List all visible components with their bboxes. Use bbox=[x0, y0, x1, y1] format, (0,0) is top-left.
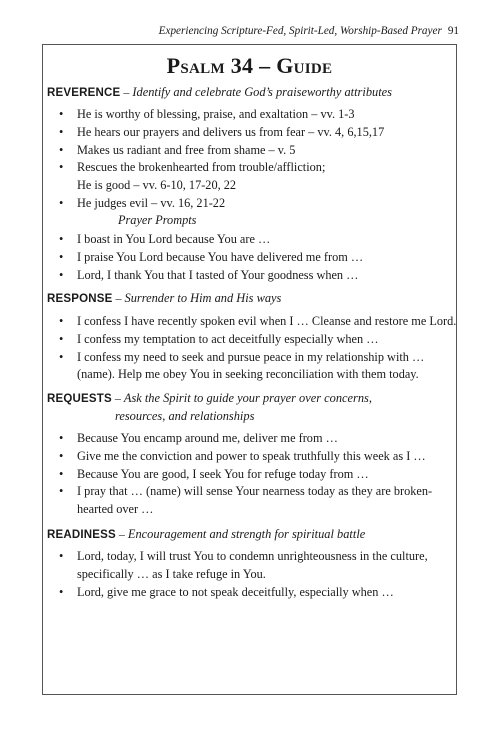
response-label: RESPONSE bbox=[47, 293, 113, 305]
list-item-line1: Lord, today, I will trust You to condemn unrighteousness in the culture, bbox=[77, 549, 428, 563]
list-item-line1: I confess my need to seek and pursue peace in my relationship with … bbox=[77, 349, 425, 364]
list-item-line1: I pray that … (name) will sense Your nearness today as they are broken- bbox=[77, 484, 433, 499]
guide-frame bbox=[42, 44, 457, 695]
list-item: • Give me the conviction and power to speak truthfully this week as I … bbox=[43, 448, 432, 466]
list-item: • He judges evil – vv. 16, 21-22 bbox=[43, 195, 384, 213]
requests-heading bbox=[47, 391, 372, 406]
list-item bbox=[43, 159, 384, 195]
list-item: • Lord, I thank You that I tasted of Your goodness when … bbox=[43, 267, 363, 285]
running-header bbox=[159, 25, 459, 37]
list-item: • I confess my temptation to act deceitfully especially when … bbox=[43, 331, 456, 349]
list-item: • Because You encamp around me, deliver me from … bbox=[43, 430, 432, 448]
list-item-line1: Rescues the brokenhearted from trouble/affliction; bbox=[77, 160, 326, 175]
list-item: • I praise You Lord because You have delivered me from … bbox=[43, 249, 363, 267]
list-item bbox=[43, 483, 432, 519]
readiness-sep: – bbox=[115, 527, 128, 541]
list-item-line2: hearted over … bbox=[77, 502, 154, 517]
list-item: • Lord, give me grace to not speak deceitfully, especially when … bbox=[43, 584, 428, 602]
list-item: • I confess I have recently spoken evil when I … Cleanse and restore me Lord. bbox=[43, 313, 456, 331]
reverence-heading bbox=[47, 85, 392, 100]
page-title: Psalm 34 – Guide bbox=[166, 53, 333, 78]
readiness-label: READINESS bbox=[47, 529, 116, 541]
list-item-line2: specifically … as I take refuge in You. bbox=[77, 566, 266, 581]
prayer-prompts-label: Prayer Prompts bbox=[118, 213, 197, 227]
running-title: Experiencing Scripture-Fed, Spirit-Led, Worship-Based Prayer bbox=[158, 25, 442, 37]
list-item: • He hears our prayers and delivers us from fear – vv. 4, 6,15,17 bbox=[43, 124, 384, 142]
response-sep: – bbox=[112, 291, 125, 305]
list-item-line2: (name). Help me obey You in seeking reconciliation with them today. bbox=[77, 367, 419, 382]
requests-desc-line2: resources, and relationships bbox=[115, 409, 255, 423]
response-list bbox=[43, 313, 456, 384]
requests-sep: – bbox=[111, 391, 124, 405]
list-item-line2: He is good – vv. 6-10, 17-20, 22 bbox=[77, 178, 237, 193]
prayer-prompts-list bbox=[43, 231, 363, 284]
list-item: • I boast in You Lord because You are … bbox=[43, 231, 363, 249]
readiness-heading bbox=[47, 527, 365, 542]
reverence-label: REVERENCE bbox=[47, 87, 121, 99]
readiness-list bbox=[43, 548, 428, 601]
reverence-list bbox=[43, 106, 384, 213]
page-number: 91 bbox=[447, 25, 459, 37]
list-item: • Makes us radiant and free from shame – v. 5 bbox=[43, 142, 384, 160]
list-item: • Because You are good, I seek You for refuge today from … bbox=[43, 466, 432, 484]
requests-label: REQUESTS bbox=[47, 393, 112, 405]
requests-list bbox=[43, 430, 432, 519]
response-heading bbox=[47, 291, 281, 306]
reverence-sep: – bbox=[120, 85, 133, 99]
reverence-desc: Identify and celebrate God’s praiseworthy attributes bbox=[132, 85, 392, 99]
response-desc: Surrender to Him and His ways bbox=[124, 291, 282, 305]
readiness-desc: Encouragement and strength for spiritual battle bbox=[127, 527, 366, 541]
list-item bbox=[43, 349, 456, 385]
requests-desc: Ask the Spirit to guide your prayer over concerns, bbox=[123, 391, 372, 405]
list-item bbox=[43, 548, 428, 584]
list-item: • He is worthy of blessing, praise, and exaltation – vv. 1-3 bbox=[43, 106, 384, 124]
